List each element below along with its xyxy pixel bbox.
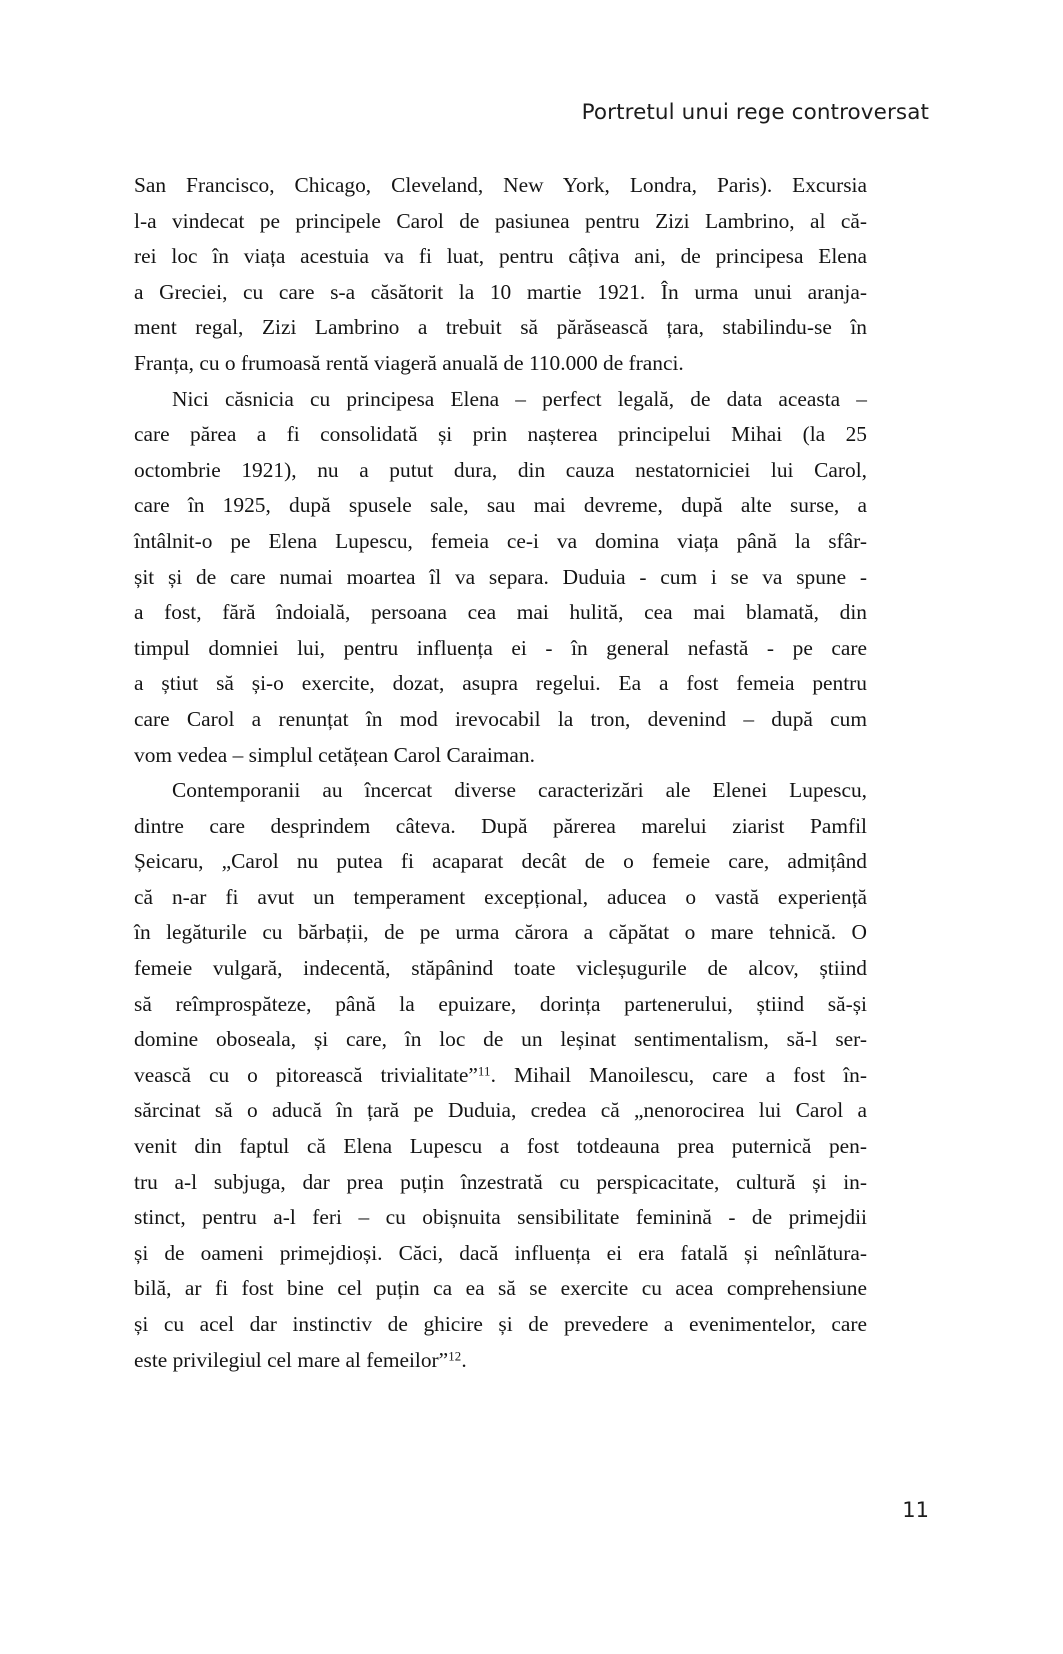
text-line: femeie vulgară, indecentă, stăpânind toate vicleșugurile de alcov, știind xyxy=(134,956,867,981)
page-number: 11 xyxy=(902,1498,929,1522)
text-line: a Greciei, cu care s-a căsătorit la 10 martie 1921. În urma unui aranja- xyxy=(134,279,867,304)
text-line: care Carol a renunțat în mod irevocabil la tron, devenind – după cum xyxy=(134,706,867,731)
text-line: Contemporanii au încercat diverse caracterizări ale Elenei Lupescu, xyxy=(172,778,867,803)
text-line: tru a-l subjuga, dar prea puțin înzestrată cu perspicacitate, cultură și in- xyxy=(134,1169,867,1194)
text-line: timpul domniei lui, pentru influența ei - în general nefastă - pe care xyxy=(134,635,867,660)
text-line: vom vedea – simplul cetățean Carol Caraiman. xyxy=(134,742,535,767)
text-line: șit și de care numai moartea îl va separa. Duduia - cum i se va spune - xyxy=(134,564,867,589)
text-line: în legăturile cu bărbații, de pe urma cărora a căpătat o mare tehnică. O xyxy=(134,920,867,945)
text-line: a știut să și-o exercite, dozat, asupra regelui. Ea a fost femeia pentru xyxy=(134,671,867,696)
text-line: venit din faptul că Elena Lupescu a fost totdeauna prea puternică pen- xyxy=(134,1134,867,1159)
running-header: Portretul unui rege controversat xyxy=(581,100,929,125)
text-line: care în 1925, după spusele sale, sau mai devreme, după alte surse, a xyxy=(134,493,867,518)
text-line: și de oameni primejdioși. Căci, dacă influența ei era fatală și neînlătura- xyxy=(134,1240,867,1265)
text-line: a fost, fără îndoială, persoana cea mai hulită, cea mai blamată, din xyxy=(134,600,867,625)
text-line: l-a vindecat pe principele Carol de pasiunea pentru Zizi Lambrino, al că- xyxy=(134,208,867,233)
body-text-block xyxy=(134,168,867,1378)
text-line-with-footnote: este privilegiul cel mare al femeilor”$^{12}$. xyxy=(134,1347,467,1372)
paragraph-3 xyxy=(134,773,867,1378)
text-line: sărcinat să o aducă în țară pe Duduia, credea că „nenorocirea lui Carol a xyxy=(134,1098,867,1123)
text-line: că n-ar fi avut un temperament excepțional, aducea o vastă experiență xyxy=(134,884,867,909)
text-line: bilă, ar fi fost bine cel puțin ca ea să se exercite cu acea comprehensiune xyxy=(134,1276,867,1301)
text-line: stinct, pentru a-l feri – cu obișnuita sensibilitate feminină - de primejdii xyxy=(134,1205,867,1230)
text-line: să reîmprospăteze, până la epuizare, dorința partenerului, știind să-și xyxy=(134,991,867,1016)
text-line: domine oboseala, și care, în loc de un leșinat sentimentalism, să-l ser- xyxy=(134,1027,867,1052)
text-line: și cu acel dar instinctiv de ghicire și de prevedere a evenimentelor, care xyxy=(134,1312,867,1336)
text-line-with-footnote: vească cu o pitorească trivialitate”$^{11}$. Mihail Manoilescu, care a fost în- xyxy=(134,1062,867,1087)
text-line: ment regal, Zizi Lambrino a trebuit să părăsească țara, stabilindu-se în xyxy=(134,315,867,340)
text-line: Șeicaru, „Carol nu putea fi acaparat decât de o femeie care, admițând xyxy=(134,849,867,874)
text-line: întâlnit-o pe Elena Lupescu, femeia ce-i va domina viața până la sfâr- xyxy=(134,528,867,553)
text-line: octombrie 1921), nu a putut dura, din cauza nestatorniciei lui Carol, xyxy=(134,457,867,482)
text-line: care părea a fi consolidată și prin nașterea principelui Mihai (la 25 xyxy=(134,422,867,447)
text-line: rei loc în viața acestuia va fi luat, pentru câțiva ani, de principesa Elena xyxy=(134,244,867,269)
paragraph-2 xyxy=(134,382,867,774)
text-line: Franța, cu o frumoasă rentă viageră anuală de 110.000 de franci. xyxy=(134,350,684,375)
text-line: dintre care desprindem câteva. După părerea marelui ziarist Pamfil xyxy=(134,813,867,838)
text-line: Nici căsnicia cu principesa Elena – perfect legală, de data aceasta – xyxy=(172,386,867,411)
paragraph-1 xyxy=(134,168,867,382)
text-line: San Francisco, Chicago, Cleveland, New York, Londra, Paris). Excursia xyxy=(134,173,867,197)
